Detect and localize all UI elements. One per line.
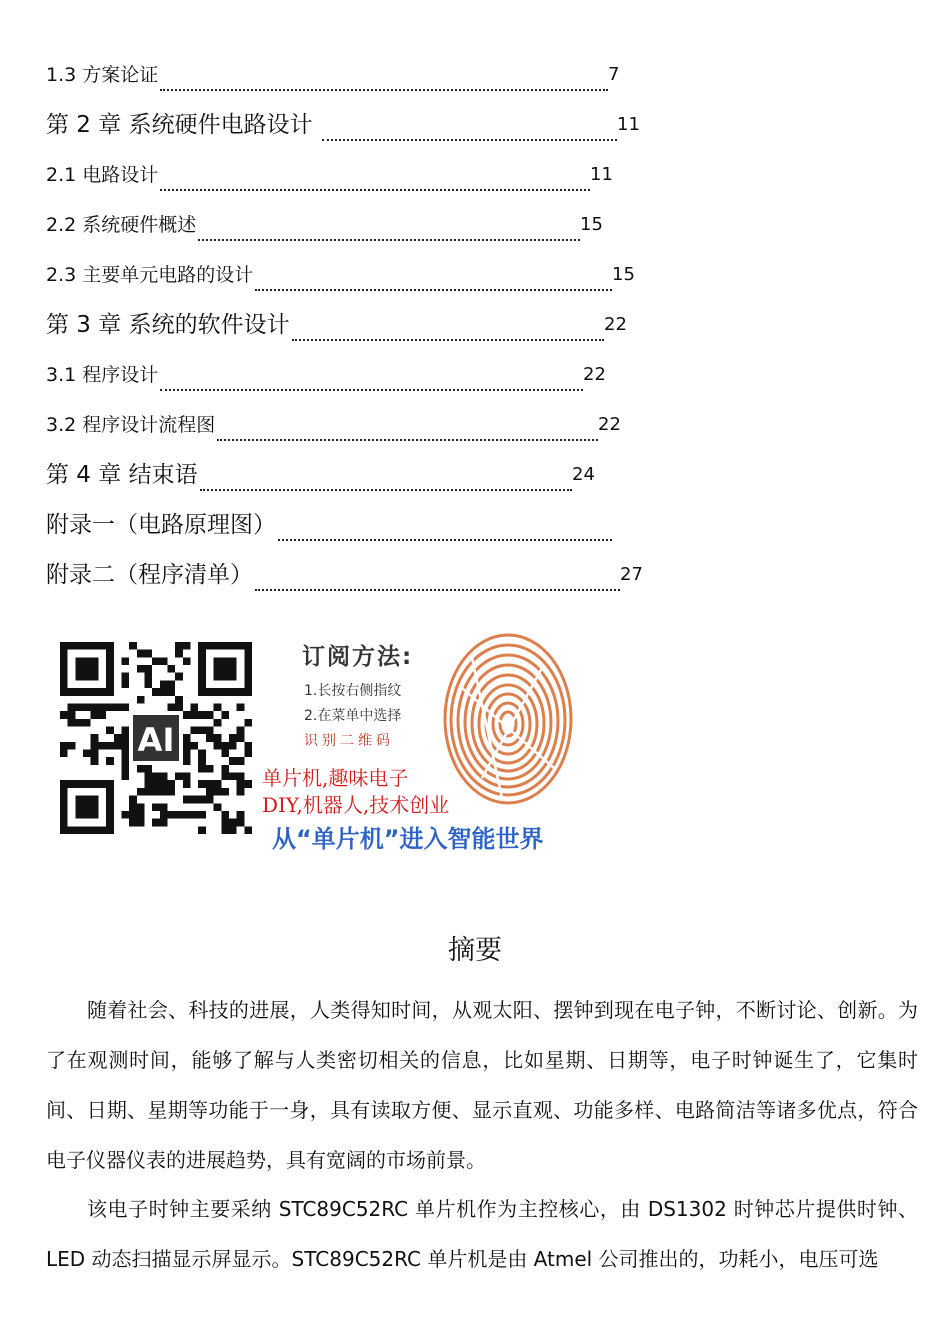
- toc-entry-page: 15: [580, 214, 603, 235]
- toc-entry-title: 2.2 系统硬件概述: [46, 214, 197, 236]
- toc-entry-title: 2.3 主要单元电路的设计: [46, 264, 254, 286]
- toc-entry[interactable]: [46, 406, 666, 456]
- qr-code-icon[interactable]: [60, 642, 252, 834]
- subscribe-step-3: 识别二维码: [304, 733, 394, 749]
- abstract-paragraph-1: 随着社会、科技的进展，人类得知时间，从观太阳、摆钟到现在电子钟，不断讨论、创新。为了在观测时间，能够了解与人类密切相关的信息，比如星期、日期等，电子时钟诞生了，它集时间、日期、星期等功能于一身，具有读取方便、显示直观、功能多样、电路简洁等诸多优点，符合电子仪器仪表的进展趋势，具有宽阔的市场前景。: [46, 998, 918, 1172]
- toc-entry-page: 11: [590, 164, 613, 185]
- table-of-contents: [46, 56, 666, 606]
- toc-entry-title: 2.1 电路设计: [46, 164, 159, 186]
- toc-entry-page: 27: [620, 564, 643, 585]
- toc-leader-dots: [255, 589, 620, 591]
- toc-entry-page: 22: [583, 364, 606, 385]
- toc-leader-dots: [160, 189, 590, 191]
- toc-entry-title: 第 3 章 系统的软件设计: [46, 312, 290, 338]
- toc-leader-dots: [322, 139, 617, 141]
- toc-entry-page: 11: [617, 114, 640, 135]
- toc-entry-title: 1.3 方案论证: [46, 64, 159, 86]
- toc-entry[interactable]: [46, 456, 666, 506]
- toc-entry-page: 22: [598, 414, 621, 435]
- toc-leader-dots: [217, 439, 598, 441]
- toc-entry-page: 7: [608, 64, 620, 85]
- toc-entry-page: 15: [612, 264, 635, 285]
- toc-leader-dots: [160, 389, 583, 391]
- toc-leader-dots: [200, 489, 572, 491]
- toc-entry[interactable]: [46, 156, 666, 206]
- toc-leader-dots: [278, 539, 612, 541]
- toc-entry[interactable]: [46, 506, 666, 556]
- toc-leader-dots: [198, 239, 580, 241]
- qr-center-label: AI: [137, 721, 175, 760]
- promo-line-2: DIY,机器人,技术创业: [262, 793, 450, 817]
- subscribe-banner: [50, 628, 580, 853]
- toc-entry[interactable]: [46, 256, 666, 306]
- toc-entry[interactable]: [46, 556, 666, 606]
- toc-entry[interactable]: [46, 106, 666, 156]
- toc-entry-page: 24: [572, 464, 595, 485]
- toc-entry-title: 第 2 章 系统硬件电路设计: [46, 112, 313, 138]
- toc-entry[interactable]: [46, 206, 666, 256]
- toc-entry[interactable]: [46, 56, 666, 106]
- toc-entry-title: 附录一（电路原理图）: [46, 512, 276, 538]
- subscribe-title: 订阅方法:: [302, 644, 414, 670]
- fingerprint-icon[interactable]: [442, 628, 574, 812]
- toc-entry-page: 22: [604, 314, 627, 335]
- subscribe-step-2: 2.在菜单中选择: [304, 708, 402, 724]
- toc-leader-dots: [160, 89, 608, 91]
- toc-leader-dots: [292, 339, 604, 341]
- toc-entry-title: 第 4 章 结束语: [46, 462, 198, 488]
- promo-slogan: 从“单片机”进入智能世界: [272, 825, 544, 853]
- abstract-title: 摘要: [448, 935, 502, 966]
- toc-entry-title: 附录二（程序清单）: [46, 562, 253, 588]
- toc-leader-dots: [255, 289, 612, 291]
- toc-entry-title: 3.1 程序设计: [46, 364, 159, 386]
- promo-line-1: 单片机,趣味电子: [262, 766, 409, 790]
- toc-entry[interactable]: [46, 306, 666, 356]
- abstract-paragraph-2: 该电子时钟主要采纳 STC89C52RC 单片机作为主控核心，由 DS1302 时钟芯片提供时钟、LED 动态扫描显示屏显示。STC89C52RC 单片机是由 Atmel 公司推出的，功耗小，电压可选: [46, 1197, 918, 1271]
- subscribe-step-1: 1.长按右侧指纹: [304, 683, 402, 699]
- toc-entry-title: 3.2 程序设计流程图: [46, 414, 216, 436]
- toc-entry[interactable]: [46, 356, 666, 406]
